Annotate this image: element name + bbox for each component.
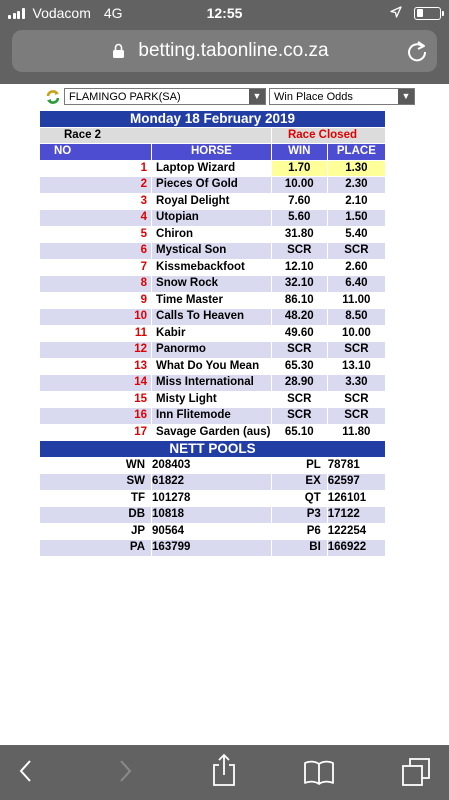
runner-number: 6	[40, 243, 152, 260]
network-type: 4G	[103, 5, 123, 21]
pool-code: DB	[40, 507, 152, 524]
pool-code: TF	[40, 490, 152, 507]
table-row	[40, 309, 386, 326]
runner-win-odds: 31.80	[271, 226, 327, 243]
address-bar[interactable]	[12, 30, 437, 72]
table-row	[40, 375, 386, 392]
column-header-row	[40, 144, 386, 161]
pool-code: EX	[271, 474, 327, 491]
runner-place-odds: 2.30	[327, 177, 385, 194]
pool-row	[40, 523, 386, 540]
pool-amount: 78781	[327, 457, 385, 474]
venue-select-value: FLAMINGO PARK(SA)	[69, 91, 181, 103]
runner-place-odds: 5.40	[327, 226, 385, 243]
pool-row	[40, 507, 386, 524]
pool-code: PL	[271, 457, 327, 474]
pool-code: QT	[271, 490, 327, 507]
pool-amount: 101278	[152, 490, 272, 507]
tabs-icon[interactable]	[400, 756, 432, 793]
pool-code: BI	[271, 540, 327, 557]
pool-amount: 122254	[327, 523, 385, 540]
pool-code: P3	[271, 507, 327, 524]
runner-horse-name: Snow Rock	[152, 276, 272, 293]
date-header-row	[40, 111, 386, 128]
runner-number: 2	[40, 177, 152, 194]
runner-horse-name: Calls To Heaven	[152, 309, 272, 326]
table-row	[40, 259, 386, 276]
race-status: Race Closed	[271, 127, 385, 144]
carrier-name: Vodacom	[32, 5, 91, 21]
pool-row	[40, 540, 386, 557]
runner-win-odds: SCR	[271, 342, 327, 359]
runner-horse-name: Miss International	[152, 375, 272, 392]
race-label: Race 2	[40, 127, 272, 144]
runner-win-odds: SCR	[271, 391, 327, 408]
nett-pools-title: NETT POOLS	[40, 441, 386, 458]
pool-amount: 166922	[327, 540, 385, 557]
runner-place-odds: 1.50	[327, 210, 385, 227]
runner-number: 8	[40, 276, 152, 293]
runner-place-odds: 6.40	[327, 276, 385, 293]
runner-number: 7	[40, 259, 152, 276]
pool-amount: 10818	[152, 507, 272, 524]
runner-place-odds: 13.10	[327, 358, 385, 375]
runner-horse-name: Pieces Of Gold	[152, 177, 272, 194]
refresh-icon[interactable]	[45, 89, 61, 110]
pool-amount: 126101	[327, 490, 385, 507]
pool-amount: 17122	[327, 507, 385, 524]
runner-number: 9	[40, 292, 152, 309]
runner-place-odds: SCR	[327, 408, 385, 425]
runner-horse-name: Panormo	[152, 342, 272, 359]
pool-code: WN	[40, 457, 152, 474]
market-select[interactable]	[269, 88, 415, 105]
back-icon[interactable]	[16, 757, 36, 790]
pool-amount: 61822	[152, 474, 272, 491]
runner-win-odds: 65.10	[271, 424, 327, 441]
runner-place-odds: 10.00	[327, 325, 385, 342]
runner-place-odds: 2.10	[327, 193, 385, 210]
status-bar	[0, 0, 449, 26]
runner-number: 3	[40, 193, 152, 210]
runner-horse-name: Laptop Wizard	[152, 160, 272, 177]
runner-win-odds: 28.90	[271, 375, 327, 392]
runner-win-odds: SCR	[271, 408, 327, 425]
runner-horse-name: Kissmebackfoot	[152, 259, 272, 276]
runner-place-odds: SCR	[327, 391, 385, 408]
runner-win-odds: SCR	[271, 243, 327, 260]
page-content	[39, 84, 411, 554]
table-row	[40, 391, 386, 408]
browser-toolbar	[0, 745, 449, 800]
table-row	[40, 325, 386, 342]
runner-win-odds: 12.10	[271, 259, 327, 276]
runner-number: 5	[40, 226, 152, 243]
runner-horse-name: Kabir	[152, 325, 272, 342]
table-row	[40, 226, 386, 243]
race-info-row	[40, 127, 386, 144]
col-no: NO	[40, 144, 152, 161]
runner-horse-name: Savage Garden (aus)	[152, 424, 272, 441]
runner-number: 17	[40, 424, 152, 441]
runner-win-odds: 1.70	[271, 160, 327, 177]
table-row	[40, 193, 386, 210]
url-text[interactable]: betting.tabonline.co.za	[138, 40, 329, 61]
runner-win-odds: 48.20	[271, 309, 327, 326]
runner-horse-name: Royal Delight	[152, 193, 272, 210]
runner-horse-name: Mystical Son	[152, 243, 272, 260]
bookmarks-icon[interactable]	[303, 758, 335, 791]
runner-win-odds: 7.60	[271, 193, 327, 210]
market-select-value: Win Place Odds	[274, 91, 353, 103]
nett-pools-header	[40, 441, 386, 458]
pool-amount: 62597	[327, 474, 385, 491]
runner-number: 13	[40, 358, 152, 375]
race-date-title: Monday 18 February 2019	[40, 111, 386, 128]
chevron-down-icon: ▼	[398, 89, 414, 104]
col-place: PLACE	[327, 144, 385, 161]
runner-number: 15	[40, 391, 152, 408]
runner-place-odds: 11.80	[327, 424, 385, 441]
runner-number: 12	[40, 342, 152, 359]
runner-place-odds: 1.30	[327, 160, 385, 177]
race-odds-table	[39, 110, 386, 557]
runner-win-odds: 5.60	[271, 210, 327, 227]
table-row	[40, 243, 386, 260]
runner-number: 1	[40, 160, 152, 177]
chevron-down-icon: ▼	[249, 89, 265, 104]
clock: 12:55	[206, 5, 243, 21]
runner-horse-name: What Do You Mean	[152, 358, 272, 375]
runner-win-odds: 32.10	[271, 276, 327, 293]
runner-horse-name: Time Master	[152, 292, 272, 309]
table-row	[40, 210, 386, 227]
table-row	[40, 342, 386, 359]
table-row	[40, 292, 386, 309]
pool-row	[40, 457, 386, 474]
browser-chrome	[0, 0, 449, 84]
col-win: WIN	[271, 144, 327, 161]
table-row	[40, 160, 386, 177]
table-row	[40, 276, 386, 293]
share-icon[interactable]	[211, 753, 237, 792]
table-row	[40, 424, 386, 441]
pool-code: JP	[40, 523, 152, 540]
runner-win-odds: 86.10	[271, 292, 327, 309]
runner-place-odds: 11.00	[327, 292, 385, 309]
runner-number: 14	[40, 375, 152, 392]
location-arrow-icon	[390, 5, 402, 21]
runner-number: 10	[40, 309, 152, 326]
pool-row	[40, 474, 386, 491]
runner-place-odds: SCR	[327, 243, 385, 260]
runner-place-odds: 8.50	[327, 309, 385, 326]
pool-amount: 208403	[152, 457, 272, 474]
pool-code: P6	[271, 523, 327, 540]
table-row	[40, 177, 386, 194]
runner-win-odds: 49.60	[271, 325, 327, 342]
runner-number: 4	[40, 210, 152, 227]
pool-code: PA	[40, 540, 152, 557]
col-horse: HORSE	[152, 144, 272, 161]
runner-number: 11	[40, 325, 152, 342]
runner-place-odds: SCR	[327, 342, 385, 359]
runner-horse-name: Misty Light	[152, 391, 272, 408]
runner-win-odds: 10.00	[271, 177, 327, 194]
battery-icon	[414, 7, 441, 20]
runner-horse-name: Chiron	[152, 226, 272, 243]
runner-win-odds: 65.30	[271, 358, 327, 375]
runner-horse-name: Inn Flitemode	[152, 408, 272, 425]
selector-row	[39, 86, 411, 108]
table-row	[40, 408, 386, 425]
table-row	[40, 358, 386, 375]
reload-icon[interactable]	[405, 39, 429, 68]
runner-horse-name: Utopian	[152, 210, 272, 227]
pool-row	[40, 490, 386, 507]
pool-amount: 163799	[152, 540, 272, 557]
runner-place-odds: 3.30	[327, 375, 385, 392]
pool-code: SW	[40, 474, 152, 491]
venue-select[interactable]	[64, 88, 266, 105]
forward-icon[interactable]	[115, 757, 135, 790]
runner-place-odds: 2.60	[327, 259, 385, 276]
runner-number: 16	[40, 408, 152, 425]
pool-amount: 90564	[152, 523, 272, 540]
